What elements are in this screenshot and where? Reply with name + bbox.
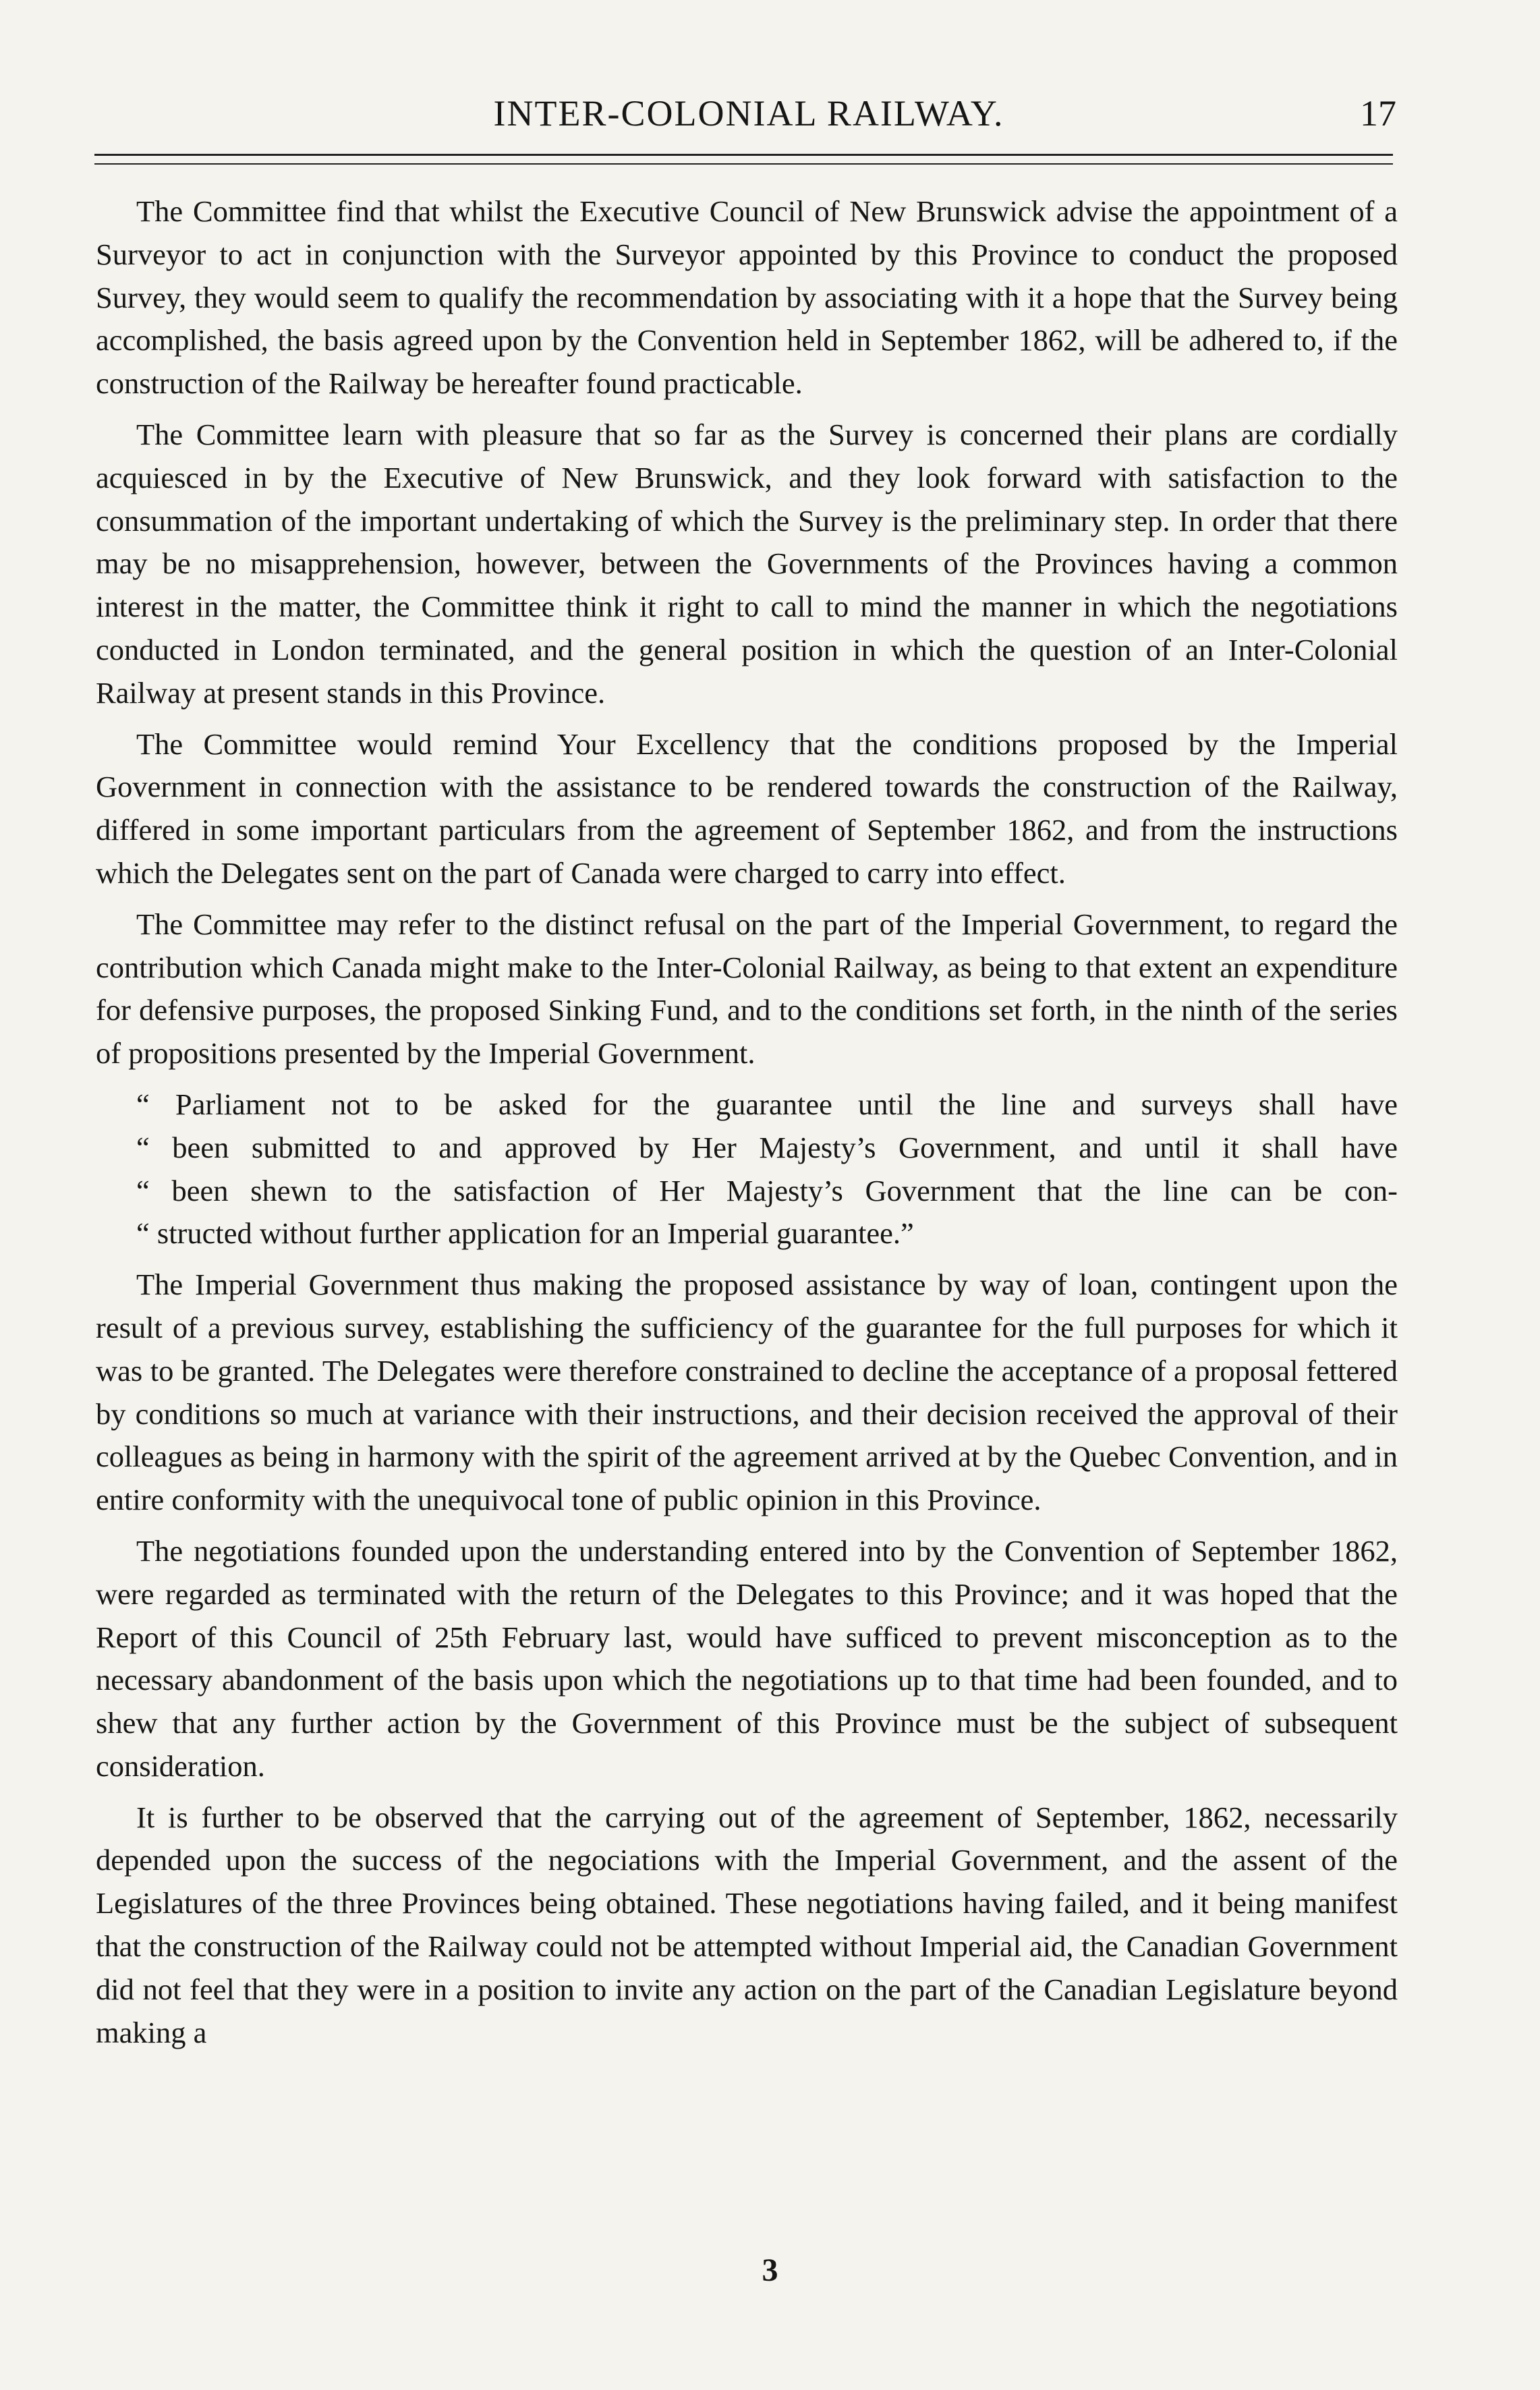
quotation-line: “ been submitted to and approved by Her Majesty’s Government, and until it shall have [136, 1130, 1398, 1164]
running-head [94, 86, 1403, 140]
paragraph: The Committee would remind Your Excellency that the conditions proposed by the Imperial Government in connection with the assistance to be rendered towards the construction of the Railway, differed in some important particulars from the agreement of September 1862, and from the instructions which the Delegates sent on the part of Canada were charged to carry into effect. [96, 727, 1398, 890]
body-text [96, 190, 1398, 2062]
paragraph: It is further to be observed that the carrying out of the agreement of September, 1862, necessarily depended upon the success of the negociations with the Imperial Government, and the assent of the Legislatures of the three Provinces being obtained. These negotiations having failed, and it being manifest that the construction of the Railway could not be attempted without Imperial aid, the Canadian Government did not feel that they were in a position to invite any action on the part of the Canadian Legislature beyond making a [96, 1800, 1398, 2049]
header-rule-thin [94, 163, 1393, 165]
page-number: 17 [1360, 93, 1396, 134]
signature-mark: 3 [762, 2252, 778, 2288]
paragraph: The Committee learn with pleasure that so far as the Survey is concerned their plans are cordially acquiesced in by the Executive of New Brunswick, and they look forward with satisfaction to the consummation of the important undertaking of which the Survey is the preliminary step. In order that there may be no misapprehension, however, between the Governments of the Provinces having a common interest in the matter, the Committee think it right to call to mind the manner in which the negotiations conducted in London terminated, and the general position in which the question of an Inter-Colonial Railway at present stands in this Province. [96, 417, 1398, 710]
header-rule-thick [94, 154, 1393, 156]
quotation-line: “ been shewn to the satisfaction of Her Majesty’s Government that the line can be con- [136, 1173, 1398, 1207]
paragraph: The negotiations founded upon the understanding entered into by the Convention of September 1862, were regarded as terminated with the return of the Delegates to this Province; and it was hoped that the Report of this Council of 25th February last, would have sufficed to prevent misconception as to the necessary abandonment of the basis upon which the negotiations up to that time had been founded, and to shew that any further action by the Government of this Province must be the subject of subsequent consideration. [96, 1533, 1398, 1783]
paragraph: The Imperial Government thus making the proposed assistance by way of loan, contingent upon the result of a previous survey, establishing the sufficiency of the guarantee for the full purposes for which it was to be granted. The Delegates were therefore constrained to decline the acceptance of a proposal fettered by conditions so much at variance with their instructions, and their decision received the approval of their colleagues as being in harmony with the spirit of the agreement arrived at by the Quebec Convention, and in entire conformity with the unequivocal tone of public opinion in this Province. [96, 1268, 1398, 1517]
paragraph: The Committee may refer to the distinct refusal on the part of the Imperial Government, to regard the contribution which Canada might make to the Inter-Colonial Railway, as being to that extent an expenditure for defensive purposes, the proposed Sinking Fund, and to the conditions set forth, in the ninth of the series of propositions presented by the Imperial Government. [96, 907, 1398, 1071]
quotation-line: “ structed without further application for an Imperial guarantee.” [136, 1216, 914, 1251]
quotation-line: “ Parliament not to be asked for the guarantee until the line and surveys shall have [136, 1087, 1398, 1121]
block-quotation [96, 1083, 1398, 1255]
running-title: INTER-COLONIAL RAILWAY. [493, 93, 1004, 134]
paragraph: The Committee find that whilst the Executive Council of New Brunswick advise the appointment of a Surveyor to act in conjunction with the Surveyor appointed by this Province to conduct the proposed Survey, they would seem to qualify the recommendation by associating with it a hope that the Survey being accomplished, the basis agreed upon by the Convention held in September 1862, will be adhered to, if the construction of the Railway be hereafter found practicable. [96, 194, 1398, 401]
